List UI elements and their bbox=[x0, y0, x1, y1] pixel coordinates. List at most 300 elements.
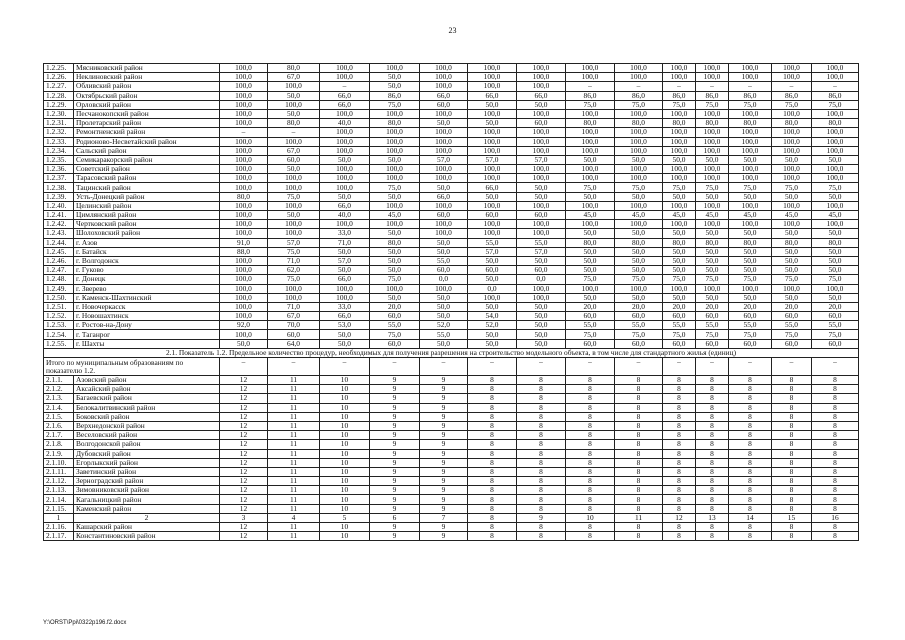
value-cell: 0,0 bbox=[517, 275, 566, 284]
value-cell: 9 bbox=[420, 449, 468, 458]
value-cell: 0,0 bbox=[420, 275, 468, 284]
value-cell: 57,0 bbox=[468, 247, 517, 256]
value-cell: 8 bbox=[615, 495, 663, 504]
value-cell: – bbox=[772, 82, 812, 91]
value-cell: 100,0 bbox=[812, 73, 859, 82]
row-name-cell: Кагальницкий район bbox=[74, 495, 220, 504]
value-cell: 100,0 bbox=[729, 201, 772, 210]
value-cell: 100,0 bbox=[517, 128, 566, 137]
value-cell: 8 bbox=[517, 440, 566, 449]
row-name-cell: Веселовский район bbox=[74, 431, 220, 440]
value-cell: 100,0 bbox=[663, 73, 696, 82]
value-cell: 11 bbox=[268, 403, 320, 412]
value-cell: 8 bbox=[566, 467, 615, 476]
value-cell: 100,0 bbox=[517, 174, 566, 183]
value-cell: 8 bbox=[772, 449, 812, 458]
value-cell: 100,0 bbox=[615, 146, 663, 155]
value-cell: 10 bbox=[320, 523, 370, 532]
row-name-cell: Песчанокопский район bbox=[74, 109, 220, 118]
value-cell: 50,0 bbox=[663, 192, 696, 201]
value-cell: 100,0 bbox=[696, 165, 729, 174]
value-cell: 8 bbox=[772, 376, 812, 385]
value-cell: 60,0 bbox=[663, 339, 696, 348]
value-cell: 9 bbox=[420, 412, 468, 421]
table-row bbox=[44, 403, 859, 412]
value-cell: 75,0 bbox=[370, 275, 420, 284]
value-cell: 8 bbox=[696, 403, 729, 412]
row-number-cell: 2.1.7. bbox=[44, 431, 74, 440]
value-cell: 100,0 bbox=[517, 82, 566, 91]
value-cell: 50,0 bbox=[420, 312, 468, 321]
value-cell: 100,0 bbox=[663, 128, 696, 137]
column-number-cell: 14 bbox=[729, 513, 772, 522]
value-cell: 12 bbox=[220, 532, 268, 541]
value-cell: 80,0 bbox=[615, 119, 663, 128]
value-cell: 100,0 bbox=[420, 109, 468, 118]
value-cell: 100,0 bbox=[615, 73, 663, 82]
value-cell: 55,0 bbox=[468, 238, 517, 247]
value-cell: 9 bbox=[370, 394, 420, 403]
value-cell: 50,0 bbox=[370, 82, 420, 91]
value-cell: 8 bbox=[663, 495, 696, 504]
value-cell: 100,0 bbox=[268, 174, 320, 183]
value-cell: 57,0 bbox=[320, 256, 370, 265]
value-cell: 64,0 bbox=[268, 339, 320, 348]
value-cell: 75,0 bbox=[772, 330, 812, 339]
value-cell: 50,0 bbox=[696, 256, 729, 265]
value-cell: 100,0 bbox=[468, 165, 517, 174]
row-number-cell: 1.2.49. bbox=[44, 284, 74, 293]
value-cell: 80,0 bbox=[268, 119, 320, 128]
table-row bbox=[44, 82, 859, 91]
value-cell: 45,0 bbox=[696, 211, 729, 220]
value-cell: 100,0 bbox=[420, 220, 468, 229]
value-cell: 8 bbox=[468, 467, 517, 476]
value-cell: 12 bbox=[220, 458, 268, 467]
value-cell: 8 bbox=[812, 467, 859, 476]
value-cell: 8 bbox=[772, 385, 812, 394]
column-number-cell: 1 bbox=[44, 513, 74, 522]
row-name-cell: Мясниковский район bbox=[74, 64, 220, 73]
value-cell: 9 bbox=[370, 403, 420, 412]
value-cell: 8 bbox=[812, 504, 859, 513]
value-cell: 100,0 bbox=[220, 211, 268, 220]
row-name-cell: г. Батайск bbox=[74, 247, 220, 256]
value-cell: 100,0 bbox=[268, 137, 320, 146]
value-cell: 100,0 bbox=[566, 220, 615, 229]
value-cell: – bbox=[320, 358, 370, 376]
value-cell: 40,0 bbox=[320, 211, 370, 220]
value-cell: 100,0 bbox=[420, 229, 468, 238]
value-cell: 8 bbox=[729, 385, 772, 394]
value-cell: 8 bbox=[729, 449, 772, 458]
value-cell: 67,0 bbox=[268, 146, 320, 155]
value-cell: 54,0 bbox=[468, 312, 517, 321]
value-cell: 66,0 bbox=[320, 100, 370, 109]
value-cell: 8 bbox=[772, 412, 812, 421]
row-name-cell: г. Гуково bbox=[74, 266, 220, 275]
value-cell: 75,0 bbox=[812, 330, 859, 339]
value-cell: 86,0 bbox=[772, 91, 812, 100]
value-cell: 8 bbox=[566, 532, 615, 541]
value-cell: 8 bbox=[517, 458, 566, 467]
value-cell: 50,0 bbox=[663, 293, 696, 302]
value-cell: 8 bbox=[772, 523, 812, 532]
value-cell: 100,0 bbox=[220, 73, 268, 82]
value-cell: 8 bbox=[772, 504, 812, 513]
value-cell: 75,0 bbox=[812, 183, 859, 192]
value-cell: 9 bbox=[420, 403, 468, 412]
value-cell: 100,0 bbox=[772, 284, 812, 293]
value-cell: 8 bbox=[663, 431, 696, 440]
value-cell: 66,0 bbox=[517, 91, 566, 100]
file-path-footer: Y:\ORST\Ppi\0322p196.f2.docx bbox=[43, 620, 127, 626]
row-number-cell: 2.1.15. bbox=[44, 504, 74, 513]
value-cell: 100,0 bbox=[812, 137, 859, 146]
value-cell: 8 bbox=[729, 431, 772, 440]
value-cell: 12 bbox=[220, 385, 268, 394]
value-cell: 100,0 bbox=[220, 312, 268, 321]
row-name-cell: Родионово-Несветайский район bbox=[74, 137, 220, 146]
value-cell: 50,0 bbox=[468, 339, 517, 348]
value-cell: 86,0 bbox=[812, 91, 859, 100]
value-cell: 100,0 bbox=[772, 109, 812, 118]
row-number-cell: 2.1.14. bbox=[44, 495, 74, 504]
value-cell: 60,0 bbox=[420, 266, 468, 275]
row-number-cell: 1.2.26. bbox=[44, 73, 74, 82]
value-cell: 60,0 bbox=[468, 211, 517, 220]
value-cell: 60,0 bbox=[696, 312, 729, 321]
row-name-cell: Верхнедонской район bbox=[74, 421, 220, 430]
value-cell: 9 bbox=[370, 477, 420, 486]
value-cell: 100,0 bbox=[729, 137, 772, 146]
value-cell: 8 bbox=[696, 449, 729, 458]
value-cell: 80,0 bbox=[370, 119, 420, 128]
value-cell: 50,0 bbox=[320, 339, 370, 348]
value-cell: 80,0 bbox=[220, 192, 268, 201]
value-cell: 8 bbox=[663, 394, 696, 403]
value-cell: 9 bbox=[370, 532, 420, 541]
value-cell: 57,0 bbox=[517, 247, 566, 256]
value-cell: 57,0 bbox=[517, 155, 566, 164]
value-cell: 8 bbox=[663, 486, 696, 495]
value-cell: – bbox=[517, 358, 566, 376]
value-cell: 50,0 bbox=[420, 293, 468, 302]
column-number-cell: 5 bbox=[320, 513, 370, 522]
value-cell: 100,0 bbox=[320, 220, 370, 229]
value-cell: 100,0 bbox=[812, 64, 859, 73]
row-number-cell: 1.2.28. bbox=[44, 91, 74, 100]
value-cell: 8 bbox=[772, 431, 812, 440]
value-cell: 8 bbox=[663, 440, 696, 449]
value-cell: 20,0 bbox=[370, 302, 420, 311]
table-row bbox=[44, 238, 859, 247]
value-cell: 8 bbox=[696, 376, 729, 385]
value-cell: 50,0 bbox=[268, 91, 320, 100]
table-row bbox=[44, 229, 859, 238]
value-cell: 75,0 bbox=[696, 330, 729, 339]
row-number-cell: 2.1.5. bbox=[44, 412, 74, 421]
value-cell: 9 bbox=[370, 495, 420, 504]
value-cell: 50,0 bbox=[468, 302, 517, 311]
value-cell: 10 bbox=[320, 440, 370, 449]
value-cell: 8 bbox=[615, 458, 663, 467]
value-cell: 50,0 bbox=[320, 192, 370, 201]
value-cell: – bbox=[268, 128, 320, 137]
value-cell: 9 bbox=[420, 458, 468, 467]
value-cell: 8 bbox=[812, 532, 859, 541]
row-name-cell: г. Ростов-на-Дону bbox=[74, 321, 220, 330]
value-cell: 86,0 bbox=[615, 91, 663, 100]
value-cell: 50,0 bbox=[663, 266, 696, 275]
value-cell: 60,0 bbox=[420, 211, 468, 220]
table-row bbox=[44, 284, 859, 293]
value-cell: 8 bbox=[729, 477, 772, 486]
value-cell: 60,0 bbox=[663, 312, 696, 321]
table-row bbox=[44, 467, 859, 476]
value-cell: 100,0 bbox=[729, 220, 772, 229]
value-cell: 100,0 bbox=[663, 146, 696, 155]
value-cell: 8 bbox=[517, 486, 566, 495]
value-cell: 8 bbox=[729, 458, 772, 467]
value-cell: 10 bbox=[320, 376, 370, 385]
value-cell: 86,0 bbox=[663, 91, 696, 100]
value-cell: 8 bbox=[729, 403, 772, 412]
value-cell: 100,0 bbox=[517, 73, 566, 82]
value-cell: 100,0 bbox=[220, 330, 268, 339]
value-cell: 66,0 bbox=[320, 275, 370, 284]
value-cell: 8 bbox=[696, 440, 729, 449]
value-cell: 100,0 bbox=[696, 109, 729, 118]
row-number-cell: 2.1.1. bbox=[44, 376, 74, 385]
value-cell: 50,0 bbox=[696, 192, 729, 201]
value-cell: – bbox=[615, 82, 663, 91]
value-cell: 20,0 bbox=[729, 302, 772, 311]
row-number-cell: 1.2.30. bbox=[44, 109, 74, 118]
value-cell: 11 bbox=[268, 394, 320, 403]
value-cell: 9 bbox=[420, 467, 468, 476]
value-cell: 80,0 bbox=[729, 119, 772, 128]
value-cell: 50,0 bbox=[320, 266, 370, 275]
table-row bbox=[44, 247, 859, 256]
value-cell: 8 bbox=[468, 376, 517, 385]
value-cell: 8 bbox=[812, 495, 859, 504]
table-row bbox=[44, 394, 859, 403]
value-cell: 100,0 bbox=[370, 174, 420, 183]
row-number-cell: 1.2.50. bbox=[44, 293, 74, 302]
value-cell: 10 bbox=[320, 394, 370, 403]
value-cell: 9 bbox=[420, 431, 468, 440]
value-cell: 75,0 bbox=[696, 100, 729, 109]
value-cell: 8 bbox=[812, 376, 859, 385]
value-cell: 75,0 bbox=[812, 275, 859, 284]
value-cell: 100,0 bbox=[220, 109, 268, 118]
value-cell: 11 bbox=[268, 477, 320, 486]
value-cell: 100,0 bbox=[220, 146, 268, 155]
value-cell: 50,0 bbox=[615, 155, 663, 164]
value-cell: 100,0 bbox=[420, 146, 468, 155]
value-cell: 100,0 bbox=[663, 201, 696, 210]
column-number-cell: 3 bbox=[220, 513, 268, 522]
row-number-cell: 1.2.46. bbox=[44, 256, 74, 265]
row-name-cell: Багаевский район bbox=[74, 394, 220, 403]
row-name-cell: Чертковский район bbox=[74, 220, 220, 229]
value-cell: 50,0 bbox=[729, 155, 772, 164]
value-cell: 80,0 bbox=[663, 119, 696, 128]
section-title-row bbox=[44, 348, 859, 357]
value-cell: 75,0 bbox=[696, 183, 729, 192]
value-cell: 80,0 bbox=[663, 238, 696, 247]
row-number-cell: 1.2.27. bbox=[44, 82, 74, 91]
value-cell: 50,0 bbox=[812, 256, 859, 265]
value-cell: 100,0 bbox=[268, 183, 320, 192]
value-cell: 45,0 bbox=[812, 211, 859, 220]
value-cell: 40,0 bbox=[320, 119, 370, 128]
row-name-cell: Зимовниковский район bbox=[74, 486, 220, 495]
value-cell: 86,0 bbox=[696, 91, 729, 100]
value-cell: 8 bbox=[615, 421, 663, 430]
value-cell: 8 bbox=[772, 467, 812, 476]
value-cell: 100,0 bbox=[729, 73, 772, 82]
value-cell: 8 bbox=[696, 523, 729, 532]
value-cell: 100,0 bbox=[566, 284, 615, 293]
value-cell: 57,0 bbox=[468, 155, 517, 164]
value-cell: 75,0 bbox=[663, 330, 696, 339]
value-cell: 100,0 bbox=[615, 284, 663, 293]
value-cell: 8 bbox=[729, 412, 772, 421]
value-cell: 8 bbox=[729, 421, 772, 430]
row-number-cell: 2.1.6. bbox=[44, 421, 74, 430]
value-cell: 75,0 bbox=[615, 100, 663, 109]
value-cell: 60,0 bbox=[268, 330, 320, 339]
value-cell: 100,0 bbox=[220, 137, 268, 146]
value-cell: 8 bbox=[566, 376, 615, 385]
row-number-cell: 1.2.51. bbox=[44, 302, 74, 311]
value-cell: 8 bbox=[615, 449, 663, 458]
value-cell: 75,0 bbox=[663, 100, 696, 109]
value-cell: 100,0 bbox=[812, 146, 859, 155]
value-cell: 8 bbox=[696, 412, 729, 421]
value-cell: 8 bbox=[729, 532, 772, 541]
value-cell: 100,0 bbox=[663, 174, 696, 183]
value-cell: 9 bbox=[370, 385, 420, 394]
value-cell: 8 bbox=[517, 532, 566, 541]
value-cell: 91,0 bbox=[220, 238, 268, 247]
value-cell: 8 bbox=[812, 449, 859, 458]
value-cell: 50,0 bbox=[615, 266, 663, 275]
value-cell: 8 bbox=[729, 523, 772, 532]
value-cell: 50,0 bbox=[566, 293, 615, 302]
value-cell: 100,0 bbox=[615, 64, 663, 73]
value-cell: 33,0 bbox=[320, 302, 370, 311]
value-cell: 11 bbox=[268, 431, 320, 440]
value-cell: 12 bbox=[220, 477, 268, 486]
value-cell: 100,0 bbox=[663, 284, 696, 293]
value-cell: 10 bbox=[320, 431, 370, 440]
value-cell: 8 bbox=[566, 477, 615, 486]
value-cell: 55,0 bbox=[663, 321, 696, 330]
row-number-cell: 1.2.34. bbox=[44, 146, 74, 155]
value-cell: 20,0 bbox=[615, 302, 663, 311]
value-cell: 8 bbox=[566, 385, 615, 394]
value-cell: 50,0 bbox=[663, 256, 696, 265]
row-number-cell: 1.2.41. bbox=[44, 211, 74, 220]
row-name-cell: Тацинский район bbox=[74, 183, 220, 192]
value-cell: 80,0 bbox=[370, 238, 420, 247]
value-cell: 80,0 bbox=[566, 238, 615, 247]
value-cell: 8 bbox=[772, 394, 812, 403]
value-cell: 55,0 bbox=[420, 330, 468, 339]
value-cell: 100,0 bbox=[663, 137, 696, 146]
row-name-cell: Шолоховский район bbox=[74, 229, 220, 238]
column-number-cell: 8 bbox=[468, 513, 517, 522]
value-cell: 8 bbox=[729, 486, 772, 495]
value-cell: 75,0 bbox=[615, 183, 663, 192]
value-cell: 8 bbox=[812, 412, 859, 421]
column-number-row bbox=[44, 513, 859, 522]
value-cell: 100,0 bbox=[420, 201, 468, 210]
value-cell: 80,0 bbox=[772, 119, 812, 128]
value-cell: 50,0 bbox=[468, 100, 517, 109]
value-cell: 100,0 bbox=[468, 109, 517, 118]
column-number-cell: 13 bbox=[696, 513, 729, 522]
value-cell: 75,0 bbox=[370, 100, 420, 109]
value-cell: 55,0 bbox=[566, 321, 615, 330]
value-cell: 100,0 bbox=[517, 109, 566, 118]
table-row bbox=[44, 137, 859, 146]
value-cell: 88,0 bbox=[220, 247, 268, 256]
value-cell: 50,0 bbox=[729, 256, 772, 265]
value-cell: 50,0 bbox=[468, 192, 517, 201]
value-cell: – bbox=[812, 358, 859, 376]
value-cell: 75,0 bbox=[772, 275, 812, 284]
value-cell: 8 bbox=[468, 440, 517, 449]
row-number-cell: 2.1.13. bbox=[44, 486, 74, 495]
value-cell: 50,0 bbox=[370, 247, 420, 256]
value-cell: 50,0 bbox=[615, 192, 663, 201]
value-cell: 50,0 bbox=[812, 229, 859, 238]
value-cell: – bbox=[729, 358, 772, 376]
value-cell: 50,0 bbox=[566, 266, 615, 275]
value-cell: 100,0 bbox=[696, 137, 729, 146]
row-number-cell: 2.1.17. bbox=[44, 532, 74, 541]
value-cell: 50,0 bbox=[812, 293, 859, 302]
value-cell: 53,0 bbox=[320, 321, 370, 330]
value-cell: 8 bbox=[517, 412, 566, 421]
value-cell: 8 bbox=[729, 495, 772, 504]
value-cell: 50,0 bbox=[615, 256, 663, 265]
value-cell: 75,0 bbox=[268, 275, 320, 284]
value-cell: 50,0 bbox=[696, 293, 729, 302]
value-cell: 52,0 bbox=[468, 321, 517, 330]
value-cell: – bbox=[268, 358, 320, 376]
value-cell: 50,0 bbox=[517, 183, 566, 192]
value-cell: 100,0 bbox=[220, 302, 268, 311]
value-cell: 80,0 bbox=[696, 238, 729, 247]
value-cell: 66,0 bbox=[320, 312, 370, 321]
value-cell: 9 bbox=[420, 477, 468, 486]
value-cell: – bbox=[566, 358, 615, 376]
value-cell: 80,0 bbox=[268, 64, 320, 73]
value-cell: 100,0 bbox=[268, 284, 320, 293]
value-cell: 8 bbox=[615, 431, 663, 440]
value-cell: 10 bbox=[320, 467, 370, 476]
value-cell: 8 bbox=[468, 458, 517, 467]
value-cell: 50,0 bbox=[220, 339, 268, 348]
table-row bbox=[44, 211, 859, 220]
value-cell: 10 bbox=[320, 412, 370, 421]
value-cell: 8 bbox=[615, 504, 663, 513]
